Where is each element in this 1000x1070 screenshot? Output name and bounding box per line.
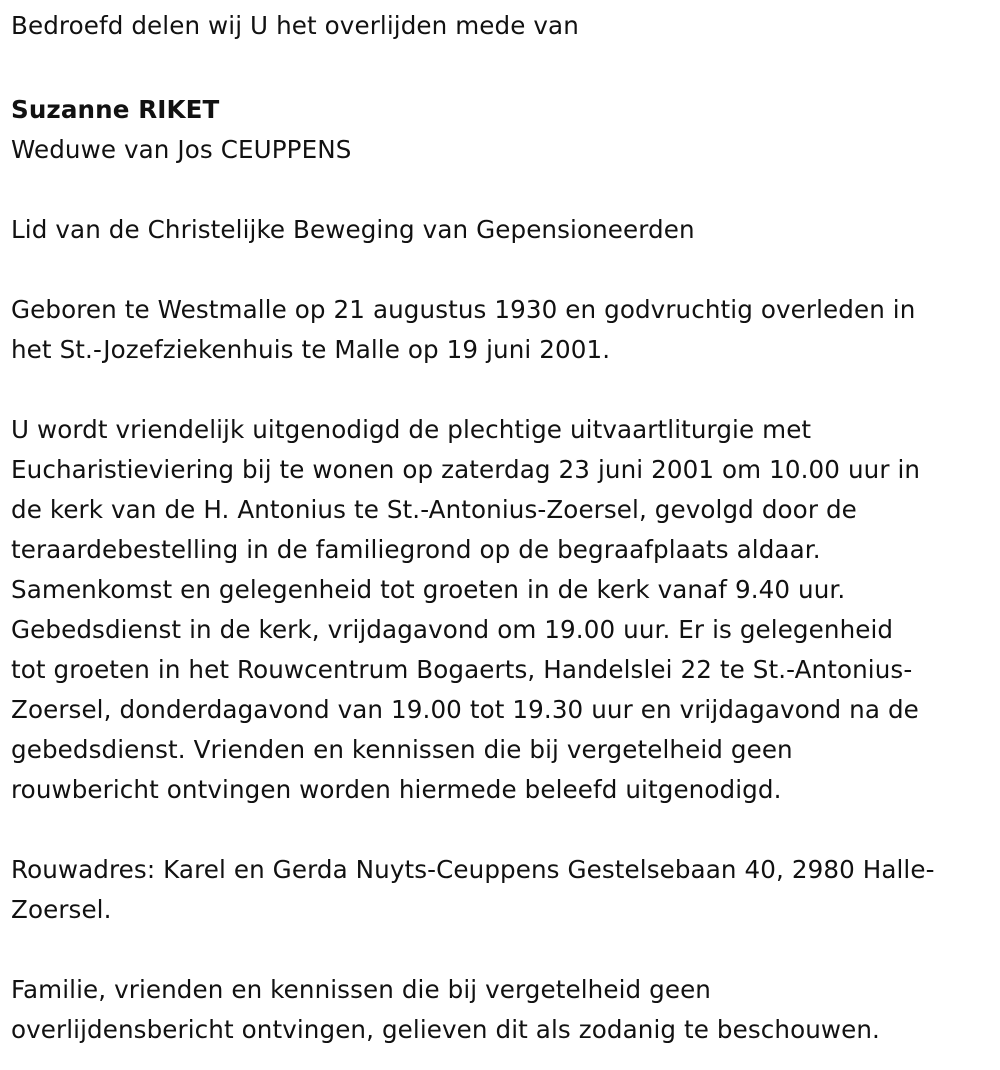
spacer bbox=[11, 170, 993, 210]
address-paragraph bbox=[11, 850, 993, 930]
text-line: Familie, vrienden en kennissen die bij vergetelheid geen bbox=[11, 975, 711, 1004]
text-line: Samenkomst en gelegenheid tot groeten in de kerk vanaf 9.40 uur. bbox=[11, 575, 846, 604]
intro-line: Bedroefd delen wij U het overlijden mede van bbox=[11, 11, 579, 40]
text-line: de kerk van de H. Antonius te St.-Antonius-Zoersel, gevolgd door de bbox=[11, 495, 857, 524]
spacer bbox=[11, 930, 993, 970]
closing-paragraph bbox=[11, 970, 993, 1050]
spacer bbox=[11, 810, 993, 850]
text-line: gebedsdienst. Vrienden en kennissen die bij vergetelheid geen bbox=[11, 735, 793, 764]
text-line: Gebedsdienst in de kerk, vrijdagavond om 19.00 uur. Er is gelegenheid bbox=[11, 615, 894, 644]
text-line: overlijdensbericht ontvingen, gelieven dit als zodanig te beschouwen. bbox=[11, 1015, 880, 1044]
spacer bbox=[11, 370, 993, 410]
spacer bbox=[11, 250, 993, 290]
text-line: Zoersel. bbox=[11, 895, 112, 924]
widow-of-line: Weduwe van Jos CEUPPENS bbox=[11, 135, 352, 164]
birth-death-paragraph bbox=[11, 290, 993, 370]
text-line: Eucharistieviering bij te wonen op zaterdag 23 juni 2001 om 10.00 uur in bbox=[11, 455, 921, 484]
text-line: U wordt vriendelijk uitgenodigd de plechtige uitvaartliturgie met bbox=[11, 415, 812, 444]
spacer bbox=[11, 46, 993, 86]
deceased-name: Suzanne RIKET bbox=[11, 95, 220, 124]
text-line: Zoersel, donderdagavond van 19.00 tot 19.30 uur en vrijdagavond na de bbox=[11, 695, 919, 724]
text-line: teraardebestelling in de familiegrond op de begraafplaats aldaar. bbox=[11, 535, 821, 564]
text-line: het St.-Jozefziekenhuis te Malle op 19 juni 2001. bbox=[11, 335, 611, 364]
text-line: tot groeten in het Rouwcentrum Bogaerts, Handelslei 22 te St.-Antonius- bbox=[11, 655, 913, 684]
text-line: rouwbericht ontvingen worden hiermede beleefd uitgenodigd. bbox=[11, 775, 782, 804]
death-notice bbox=[11, 6, 993, 1050]
text-line: Rouwadres: Karel en Gerda Nuyts-Ceuppens Gestelsebaan 40, 2980 Halle- bbox=[11, 855, 935, 884]
membership-line: Lid van de Christelijke Beweging van Gepensioneerden bbox=[11, 215, 695, 244]
funeral-paragraph bbox=[11, 410, 993, 810]
text-line: Geboren te Westmalle op 21 augustus 1930 en godvruchtig overleden in bbox=[11, 295, 916, 324]
